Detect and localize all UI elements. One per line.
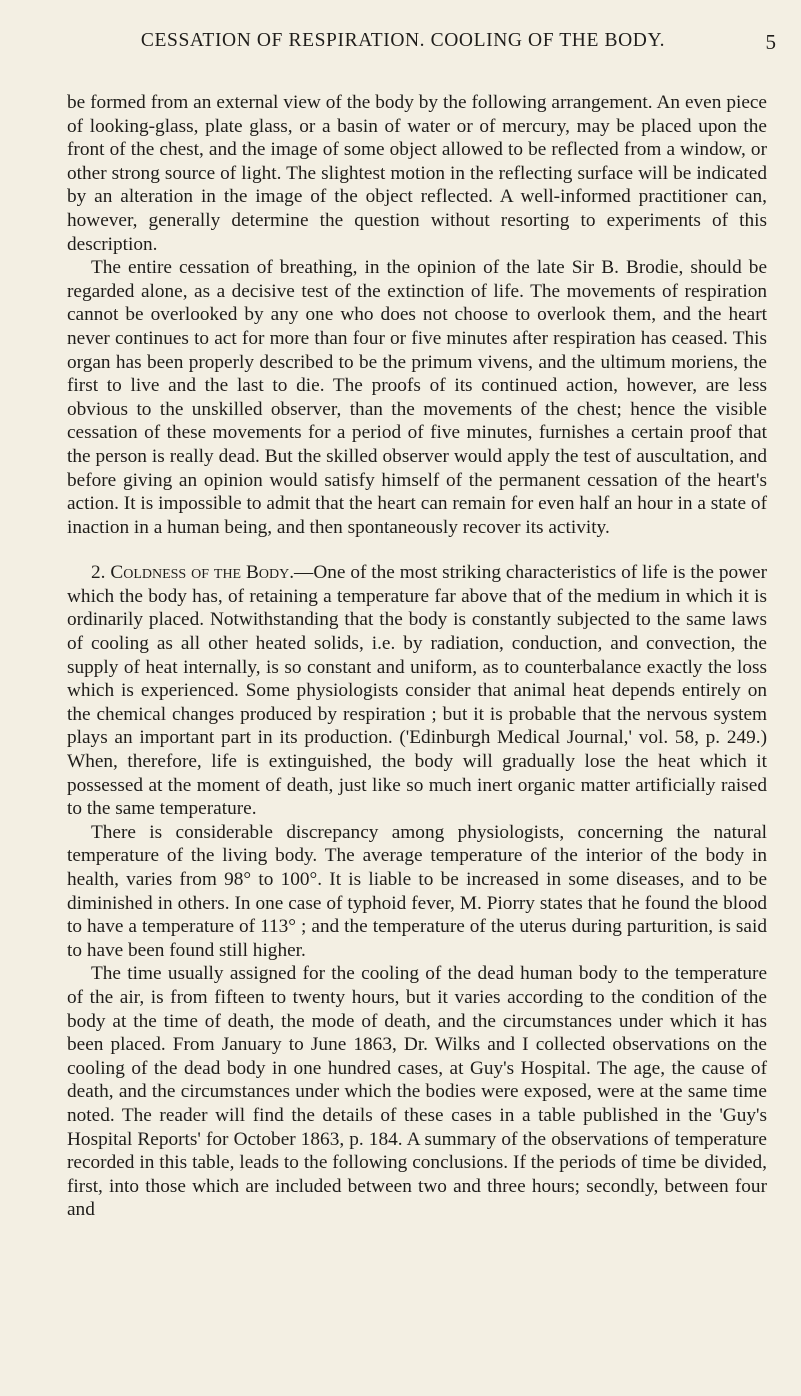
paragraph: The time usually assigned for the cooling of the dead human body to the temperature of the air, is from fifteen to twenty hours, but it varies according to the condition of the body at the time of death, the mode of death, and the circumstances under which it has been placed. From January to June 1863, Dr. Wilks and I collected observations on the cooling of the dead body in one hundred cases, at Guy's Hospital. The age, the cause of death, and the circumstances under which the bodies were exposed, were at the same time noted. The reader will find the details of these cases in a table published in the 'Guy's Hospital Reports' for October 1863, p. 184. A summary of the observations of temperature recorded in this table, leads to the following conclusions. If the periods of time be divided, first, into those which are included between two and three hours; secondly, between four and xyxy=(67,963,767,1221)
paragraph: 2. Coldness of the Body.—One of the most striking characteristics of life is the power which the body has, of retaining a temperature far above that of the medium in which it is ordinarily placed. Notwithstanding that the body is constantly subjected to the same laws of cooling as all other heated solids, i.e. by radiation, conduction, and convection, the supply of heat internally, is so constant and uniform, as to counterbalance exactly the loss which is experienced. Some physiologists consider that animal heat depends entirely on the chemical changes produced by respiration ; but it is probable that the nervous system plays an important part in its production. ('Edinburgh Medical Journal,' vol. 58, p. 249.) When, therefore, life is extinguished, the body will gradually lose the heat which it possessed at the moment of death, just like so much inert organic matter artificially raised to the same temperature. xyxy=(67,562,768,820)
running-header xyxy=(70,30,776,60)
paragraph: There is considerable discrepancy among physiologists, concerning the natural temperature of the living body. The average temperature of the interior of the body in health, varies from 98° to 100°. It is liable to be increased in some diseases, and to be diminished in others. In one case of typhoid fever, M. Piorry states that he found the blood to have a temperature of 113° ; and the temperature of the uterus during parturition, is said to have been found still higher. xyxy=(67,821,767,961)
section-heading: 2. Coldness of the Body. xyxy=(91,562,295,584)
paragraph: The entire cessation of breathing, in the opinion of the late Sir B. Brodie, should be regarded alone, as a decisive test of the extinction of life. The movements of respiration cannot be overlooked by any one who does not choose to overlook them, and the heart never continues to act for more than four or five minutes after respiration has ceased. This organ has been properly described to be the primum vivens, and the ultimum moriens, the first to live and the last to die. The proofs of its continued action, however, are less obvious to the unskilled observer, than the movements of the chest; hence the visible cessation of these movements for a period of five minutes, furnishes a certain proof that the person is really dead. But the skilled observer would apply the test of auscultation, and before giving an opinion would satisfy himself of the permanent cessation of the heart's action. It is impossible to admit that the heart can remain for even half an hour in a state of inaction in a human being, and then spontaneously recover its activity. xyxy=(67,257,767,538)
page-number: 5 xyxy=(765,30,776,54)
running-title: CESSATION OF RESPIRATION. COOLING OF THE BODY. xyxy=(140,30,666,51)
paragraph: be formed from an external view of the body by the following arrangement. An even piece of looking-glass, plate glass, or a basin of water or of mercury, may be placed upon the front of the chest, and the image of some object allowed to be reflected from a window, or other strong source of light. The slightest motion in the reflecting surface will be indicated by an alteration in the image of the object reflected. A well-informed practitioner can, however, generally determine the question without resorting to experiments of this description. xyxy=(67,92,767,255)
page-body xyxy=(67,91,767,1222)
